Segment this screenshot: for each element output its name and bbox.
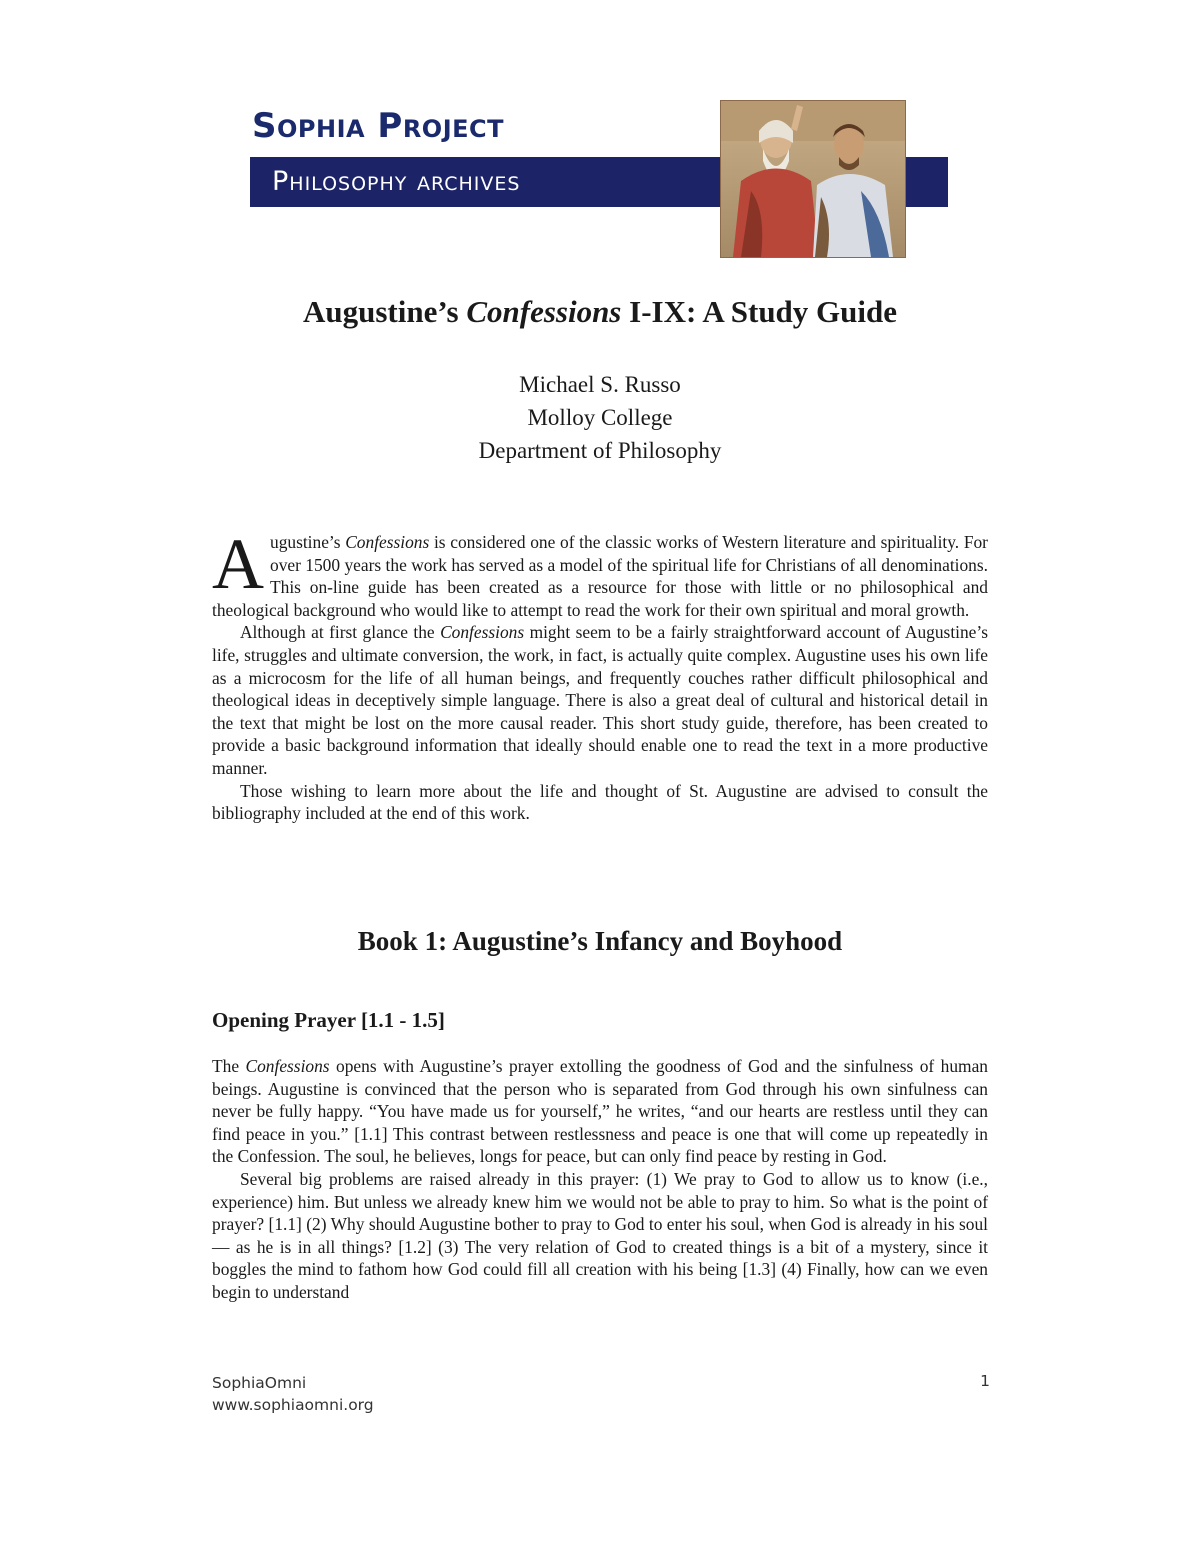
footer-site-url[interactable]: www.sophiaomni.org <box>212 1396 374 1414</box>
intro-p2-text-b: might seem to be a fairly straightforward account of Augustine’s life, struggles and ultimate conversion, the work, in fact, is actually quite complex. Augustine uses his own life as a microcosm for the life of all human beings, and frequently couches rather difficult philosophical and theological ideas in deceptively simple language. There is also a great deal of cultural and historical detail in the text that might be lost on the more causal reader. This short study guide, therefore, has been created to provide a basic background information that ideally should enable one to read the text in a more productive manner. <box>212 622 988 778</box>
title-part2: I-IX: A Study Guide <box>621 294 898 329</box>
footer-site-name: SophiaOmni <box>212 1374 307 1392</box>
body-paragraph <box>212 1055 988 1168</box>
document-title <box>0 294 1200 330</box>
book1-p1-text-a: The <box>212 1056 246 1076</box>
philosophers-painting-image <box>720 100 906 258</box>
intro-section <box>212 524 988 825</box>
drop-cap: A <box>212 524 264 604</box>
author-block <box>0 368 1200 467</box>
book1-p1-italic: Confessions <box>245 1056 330 1076</box>
intro-paragraph: Those wishing to learn more about the life and thought of St. Augustine are advised to consult the bibliography included at the end of this work. <box>212 780 988 824</box>
brand-title: Sophia Project <box>252 106 505 146</box>
title-part1: Augustine’s <box>302 294 467 329</box>
brand-subtitle: Philosophy archives <box>272 166 521 197</box>
intro-p1-text-b: is considered one of the classic works of Western literature and spirituality. For over 1500 years the work has served as a model of the spiritual life for Christians of all denominations. This on-line guide has been created as a resource for those with little or no philosophical and theological background who would like to attempt to read the work for their own spiritual and moral growth. <box>212 532 988 620</box>
footer-site-info <box>212 1372 374 1416</box>
intro-p2-italic: Confessions <box>440 622 525 643</box>
book1-section <box>212 1055 988 1304</box>
intro-paragraph <box>212 524 988 621</box>
book1-p1-text-b: opens with Augustine’s prayer extolling the goodness of God and the sinfulness of human beings. Augustine is convinced that the person who is separated from God through his own sinfulness can never be fully happy. “You have made us for yourself,” he writes, “and our hearts are restless until they can find peace in you.” [1.1] This contrast between restlessness and peace is one that will come up repeatedly in the Confession. The soul, he believes, longs for peace, but can only find peace by resting in God. <box>212 1056 988 1167</box>
title-italic: Confessions <box>466 294 622 329</box>
department-name: Department of Philosophy <box>478 438 722 463</box>
author-name: Michael S. Russo <box>519 372 681 397</box>
section-heading: Opening Prayer [1.1 - 1.5] <box>212 1008 445 1032</box>
intro-p1-text-a: ugustine’s <box>270 532 346 552</box>
intro-p2-text-a: Although at first glance the <box>240 622 441 643</box>
intro-paragraph <box>212 621 988 779</box>
page-number: 1 <box>980 1372 990 1390</box>
body-paragraph: Several big problems are raised already in this prayer: (1) We pray to God to allow us to know (i.e., experience) him. But unless we already knew him we would not be able to pray to him. So what is the point of prayer? [1.1] (2) Why should Augustine bother to pray to God to enter his soul, when God is already in his soul — as he is in all things? [1.2] (3) The very relation of God to created things is a bit of a mystery, since it boggles the mind to fathom how God could fill all creation with his being [1.3] (4) Finally, how can we even begin to understand <box>212 1168 988 1302</box>
header-banner <box>250 100 950 260</box>
intro-p1-italic: Confessions <box>345 532 430 552</box>
book-heading: Book 1: Augustine’s Infancy and Boyhood <box>357 926 843 956</box>
institution-name: Molloy College <box>527 405 673 430</box>
